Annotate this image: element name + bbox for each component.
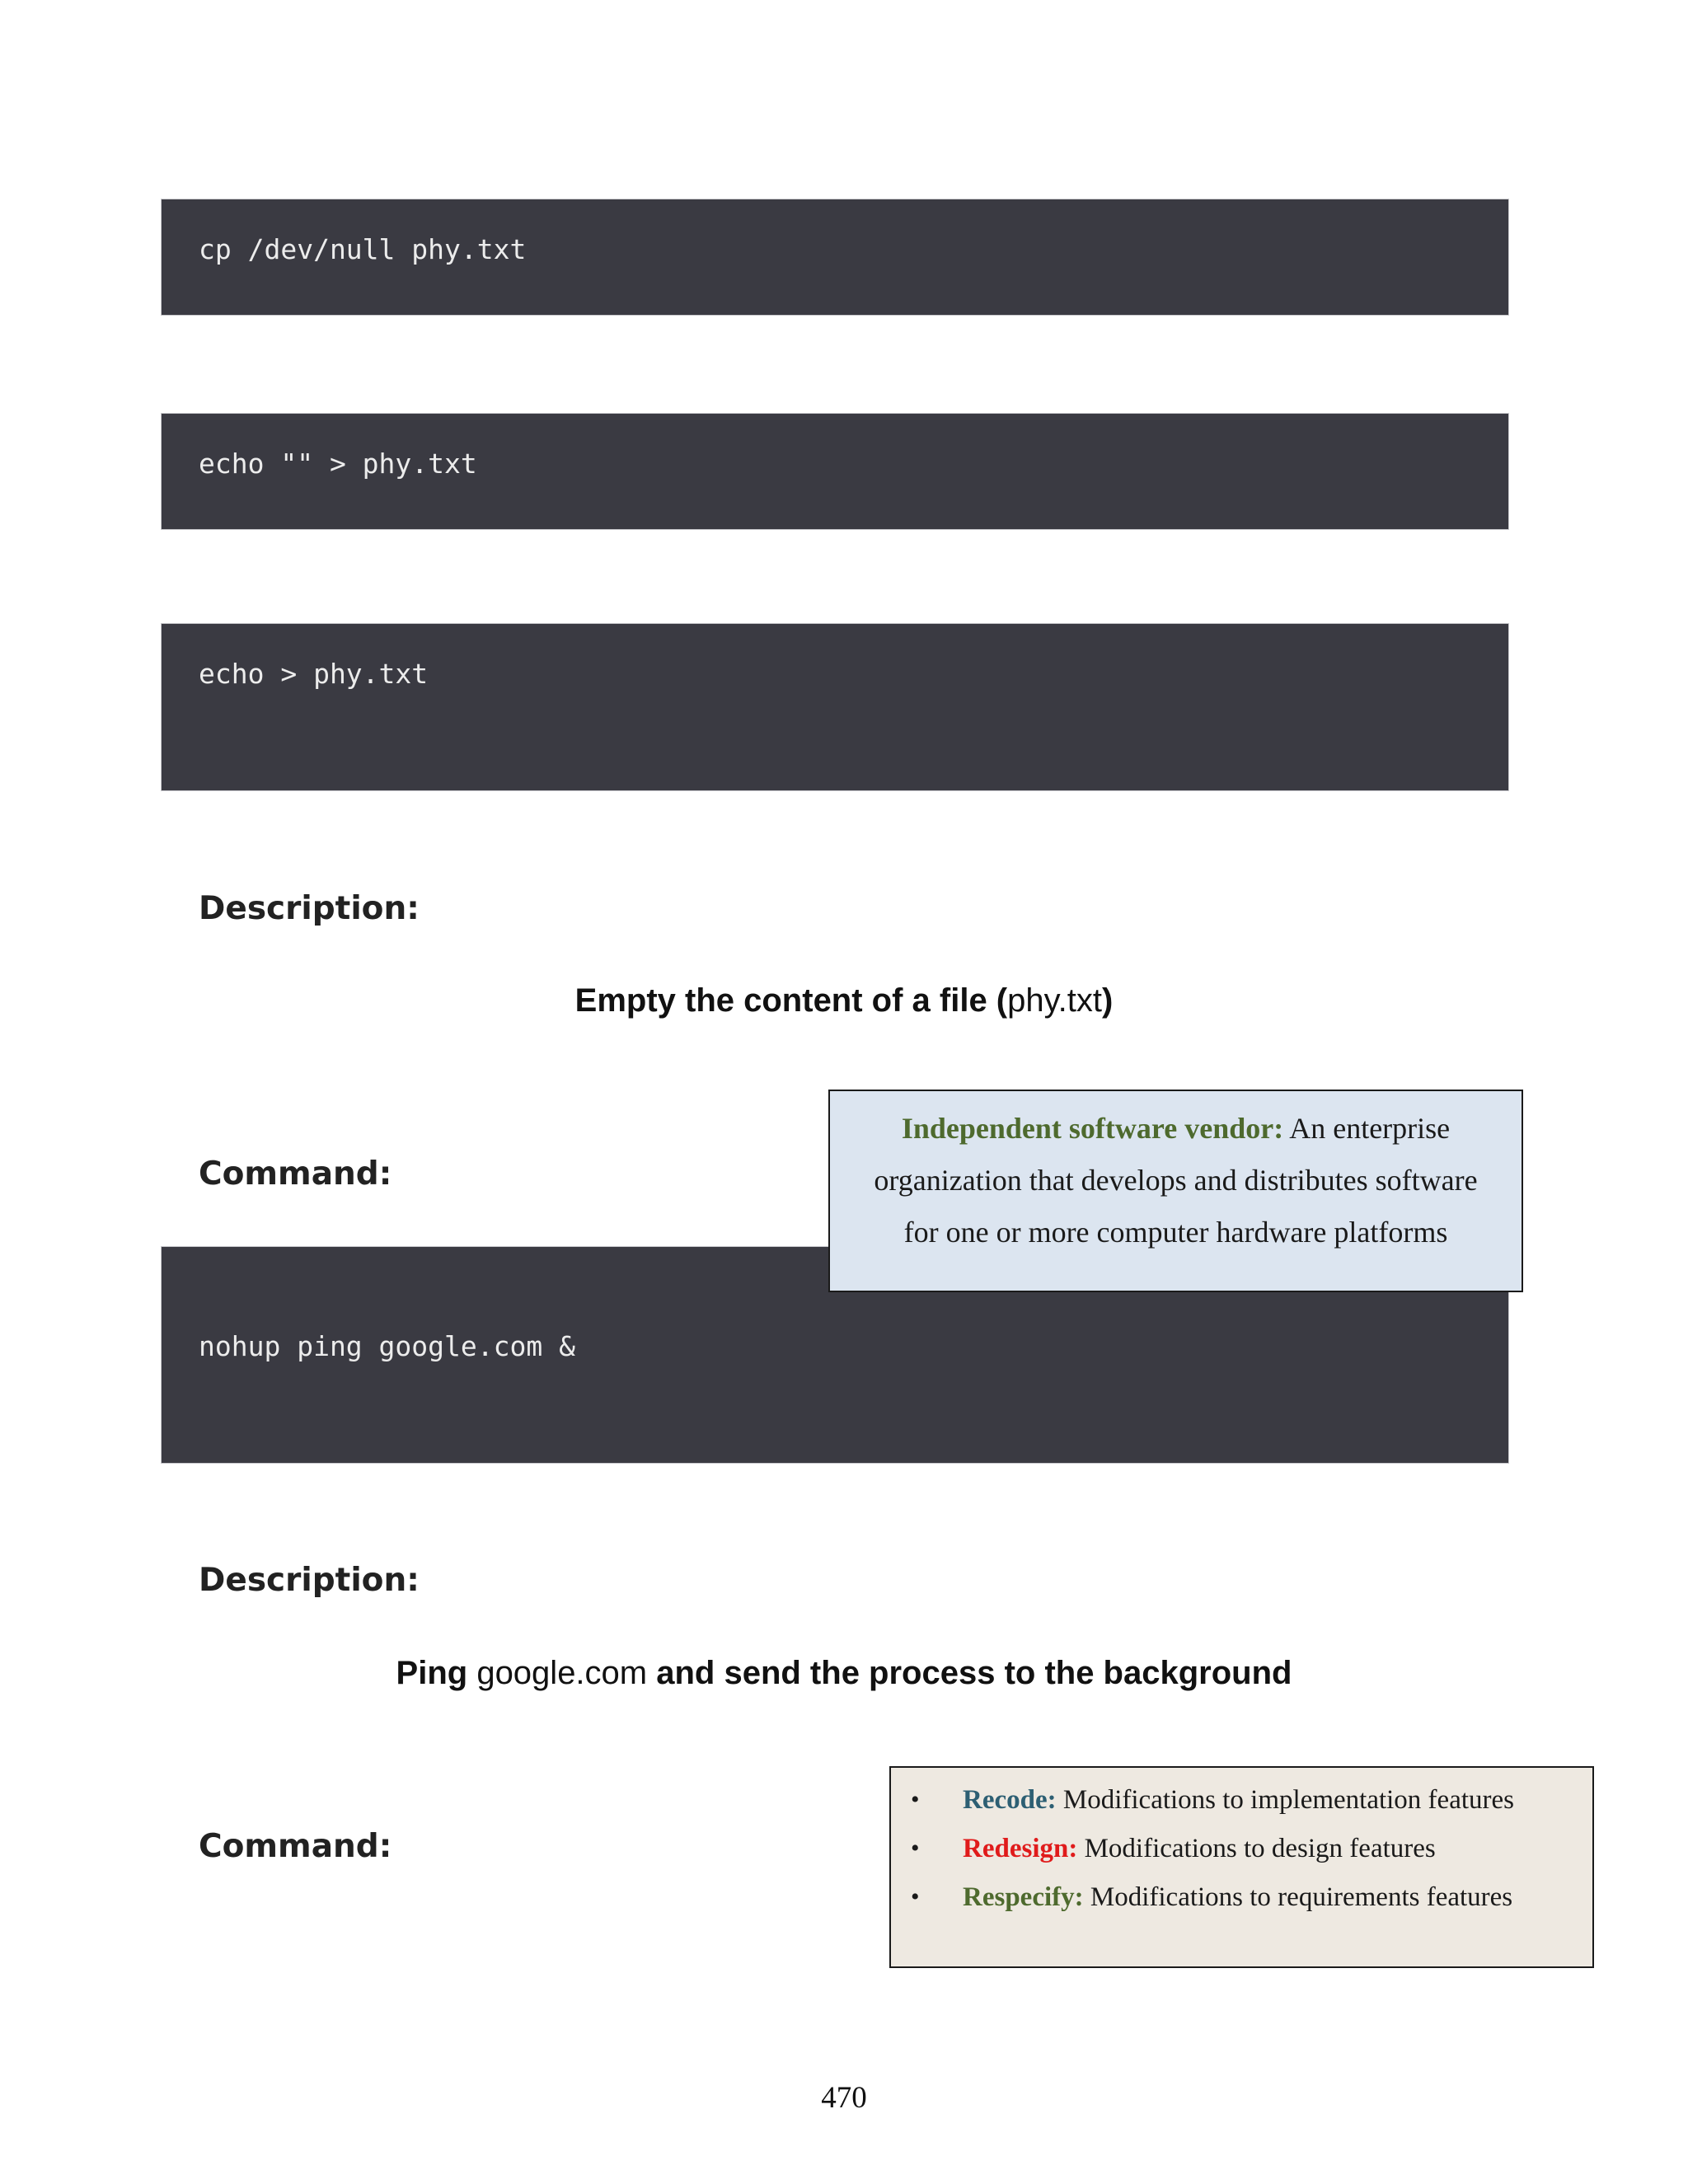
code-text: nohup ping google.com & <box>199 1330 575 1362</box>
code-text: echo "" > phy.txt <box>199 448 477 480</box>
bullet-icon: • <box>911 1883 920 1910</box>
description-filename: phy.txt <box>1007 982 1103 1019</box>
respecify-term: Respecify: <box>963 1882 1084 1912</box>
respecify-text: Modifications to requirements features <box>1083 1882 1513 1912</box>
code-text: echo > phy.txt <box>199 658 429 690</box>
recode-term: Recode: <box>963 1785 1057 1815</box>
description-text <box>0 1657 1688 1690</box>
description-heading: Description: <box>199 1562 420 1599</box>
bullet-icon: • <box>911 1786 920 1813</box>
isv-line-1 <box>830 1103 1522 1155</box>
bullet-icon: • <box>911 1835 920 1862</box>
code-block-echo-quotes <box>161 413 1509 530</box>
page-number: 470 <box>821 2081 867 2115</box>
description-heading: Description: <box>199 890 420 927</box>
description-text <box>0 984 1688 1017</box>
description-bold-end: and send the process to the background <box>656 1655 1292 1691</box>
description-bold: Empty the content of a file ( <box>574 982 1008 1019</box>
isv-line-3: for one or more computer hardware platforms <box>903 1216 1448 1249</box>
code-text: cp /dev/null phy.txt <box>199 233 527 265</box>
description-bold: Ping <box>396 1655 468 1691</box>
code-block-echo <box>161 623 1509 791</box>
command-heading: Command: <box>199 1155 392 1193</box>
isv-term: Independent software vendor: <box>901 1112 1284 1145</box>
recode-text: Modifications to implementation features <box>1056 1785 1514 1815</box>
redesign-term: Redesign: <box>963 1834 1078 1863</box>
code-block-cp <box>161 199 1509 316</box>
reengineering-terms-box <box>889 1766 1594 1968</box>
description-bold-end: ) <box>1102 982 1114 1019</box>
isv-line-2: organization that develops and distributes software <box>874 1164 1478 1197</box>
command-heading: Command: <box>199 1828 392 1865</box>
redesign-text: Modifications to design features <box>1077 1834 1436 1863</box>
description-domain: google.com <box>467 1655 657 1691</box>
isv-line-1-rest: An enterprise <box>1283 1112 1451 1145</box>
isv-definition-box <box>828 1090 1523 1292</box>
